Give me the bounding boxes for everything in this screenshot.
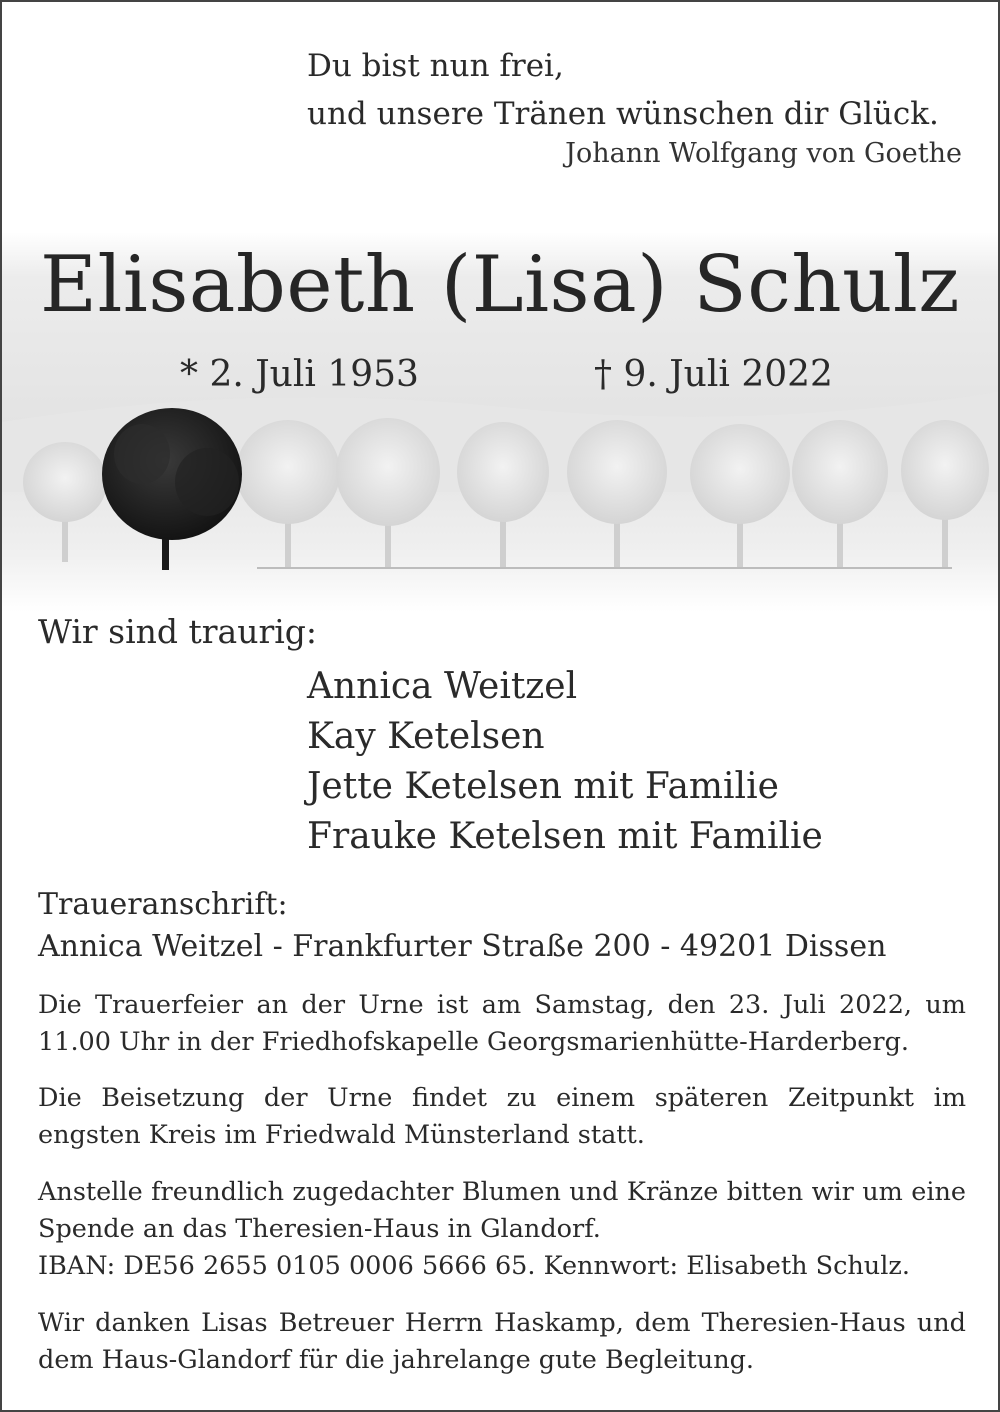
goethe-quote <box>307 42 939 138</box>
quote-author: Johann Wolfgang von Goethe <box>565 138 962 169</box>
mourners-intro: Wir sind traurig: <box>38 612 318 651</box>
deceased-name: Elisabeth (Lisa) Schulz <box>40 240 960 330</box>
mourner-name: Kay Ketelsen <box>307 716 545 757</box>
birth-date: * 2. Juli 1953 <box>180 354 419 395</box>
address-label: Traueranschrift: <box>38 887 288 922</box>
quote-line-1: Du bist nun frei, <box>307 48 564 84</box>
donation-text: Anstelle freundlich zugedachter Blumen und Kränze bitten wir um eine Spende an das Theresien-Haus in Glandorf. <box>38 1177 966 1244</box>
mourner-name: Jette Ketelsen mit Familie <box>307 766 779 807</box>
donation-iban: IBAN: DE56 2655 0105 0006 5666 65. Kennwort: Elisabeth Schulz. <box>38 1251 910 1281</box>
address-value: Annica Weitzel - Frankfurter Straße 200 - 49201 Dissen <box>38 929 887 964</box>
thanks-paragraph: Wir danken Lisas Betreuer Herrn Haskamp, dem Theresien-Haus und dem Haus-Glandorf für die jahrelange gute Begleitung. <box>38 1308 966 1375</box>
mourner-name: Frauke Ketelsen mit Familie <box>307 816 823 857</box>
mourner-name: Annica Weitzel <box>307 666 578 707</box>
burial-paragraph: Die Beisetzung der Urne findet zu einem späteren Zeitpunkt im engsten Kreis im Friedwald Münsterland statt. <box>38 1083 966 1150</box>
ceremony-paragraph: Die Trauerfeier an der Urne ist am Samstag, den 23. Juli 2022, um 11.00 Uhr in der Friedhofskapelle Georgsmarienhütte-Harderberg. <box>38 990 966 1057</box>
death-date: † 9. Juli 2022 <box>594 354 833 395</box>
quote-line-2: und unsere Tränen wünschen dir Glück. <box>307 96 939 132</box>
donation-paragraph <box>38 1174 966 1285</box>
mourners-list <box>307 662 823 862</box>
